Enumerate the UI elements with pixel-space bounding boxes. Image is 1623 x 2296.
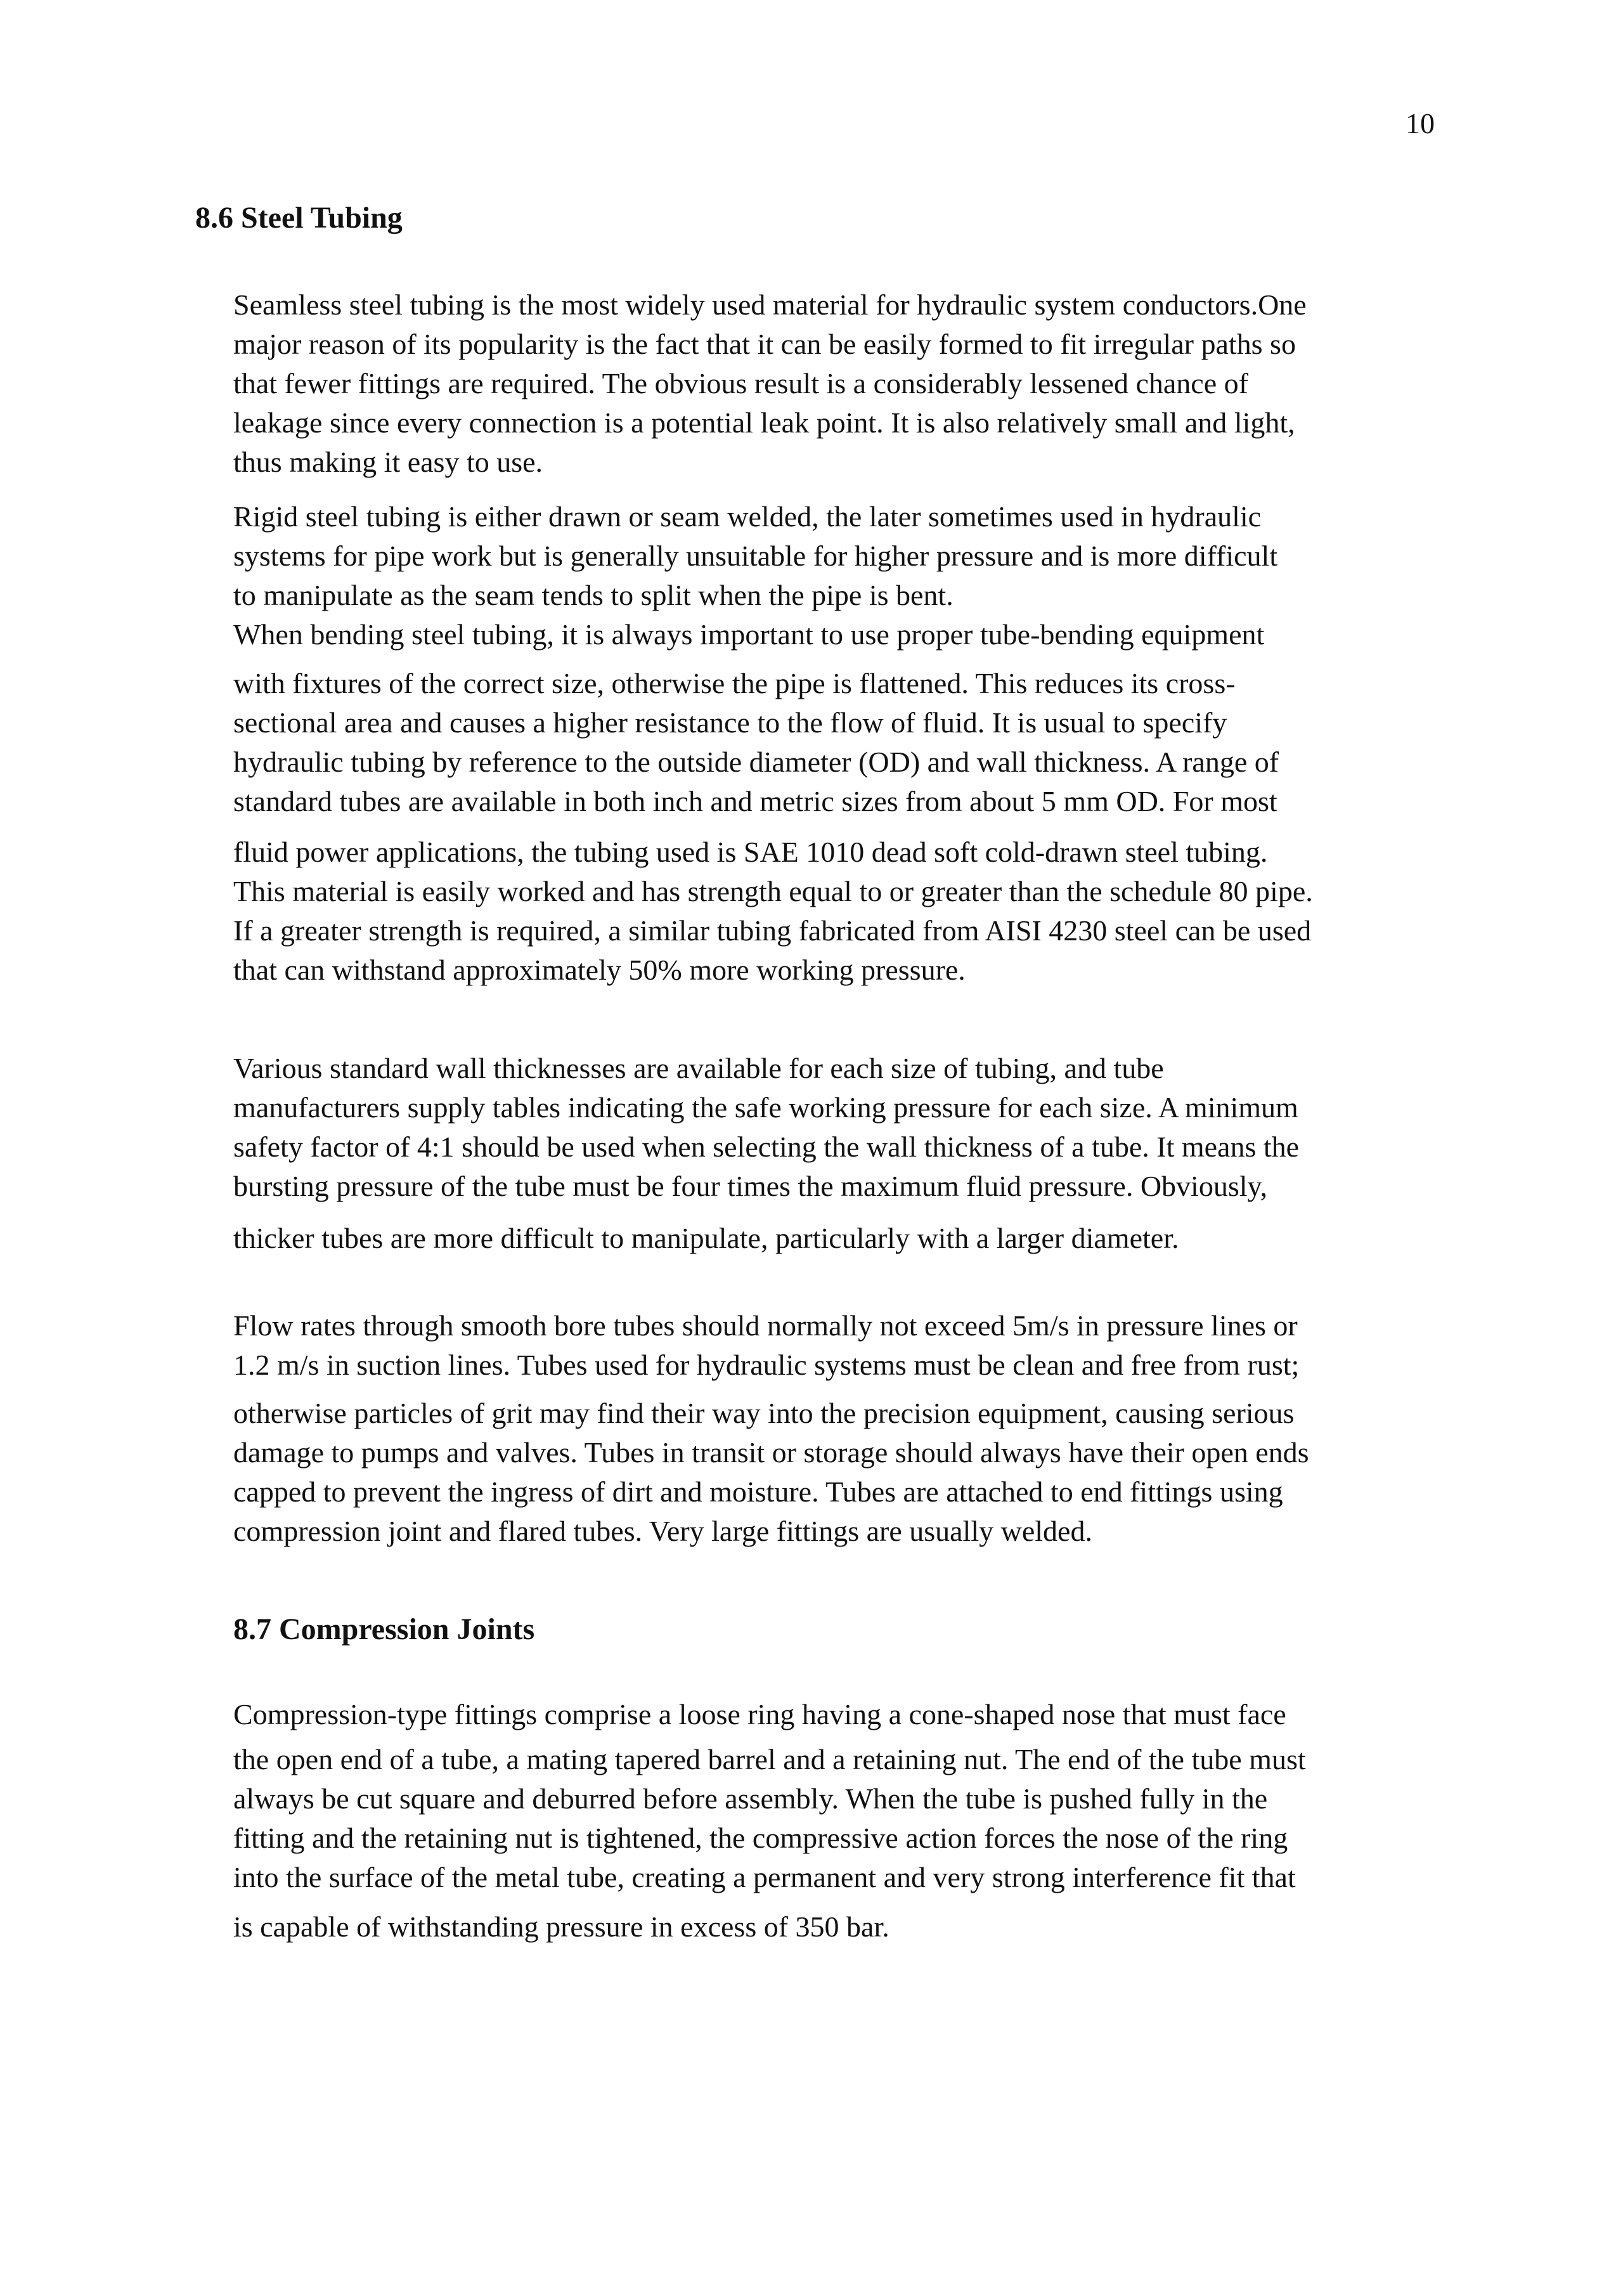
- text-line: Various standard wall thicknesses are available for each size of tubing, and tube: [233, 1052, 1164, 1084]
- text-line: fluid power applications, the tubing used is SAE 1010 dead soft cold-drawn steel tubing.: [233, 836, 1268, 868]
- text-line: safety factor of 4:1 should be used when selecting the wall thickness of a tube. It means the: [233, 1131, 1300, 1163]
- text-line: leakage since every connection is a potential leak point. It is also relatively small and light,: [233, 406, 1295, 439]
- text-line: manufacturers supply tables indicating the safe working pressure for each size. A minimum: [233, 1091, 1298, 1124]
- text-line: compression joint and flared tubes. Very large fittings are usually welded.: [233, 1515, 1092, 1547]
- text-line: Rigid steel tubing is either drawn or seam welded, the later sometimes used in hydraulic: [233, 500, 1262, 533]
- section-heading-steel-tubing: 8.6 Steel Tubing: [195, 201, 403, 235]
- text-line: damage to pumps and valves. Tubes in transit or storage should always have their open ends: [233, 1436, 1309, 1469]
- text-line: thicker tubes are more difficult to manipulate, particularly with a larger diameter.: [233, 1222, 1179, 1254]
- page-number: 10: [1406, 107, 1435, 139]
- text-line: standard tubes are available in both inch and metric sizes from about 5 mm OD. For most: [233, 785, 1277, 817]
- text-line: capped to prevent the ingress of dirt and moisture. Tubes are attached to end fittings using: [233, 1476, 1283, 1508]
- text-line: systems for pipe work but is generally unsuitable for higher pressure and is more difficult: [233, 540, 1278, 572]
- text-line: that can withstand approximately 50% more working pressure.: [233, 954, 966, 986]
- text-line: fitting and the retaining nut is tightened, the compressive action forces the nose of the ring: [233, 1822, 1288, 1854]
- text-line: Flow rates through smooth bore tubes should normally not exceed 5m/s in pressure lines or: [233, 1309, 1298, 1342]
- text-line: This material is easily worked and has strength equal to or greater than the schedule 80 pipe.: [233, 875, 1313, 907]
- text-line: Compression-type fittings comprise a loose ring having a cone-shaped nose that must face: [233, 1698, 1286, 1730]
- text-line: major reason of its popularity is the fact that it can be easily formed to fit irregular paths so: [233, 328, 1296, 360]
- text-line: that fewer fittings are required. The obvious result is a considerably lessened chance of: [233, 367, 1248, 399]
- text-line: always be cut square and deburred before assembly. When the tube is pushed fully in the: [233, 1782, 1268, 1815]
- text-line: 1.2 m/s in suction lines. Tubes used for hydraulic systems must be clean and free from rust;: [233, 1349, 1300, 1381]
- text-line: with fixtures of the correct size, otherwise the pipe is flattened. This reduces its cross-: [233, 667, 1236, 699]
- text-line: to manipulate as the seam tends to split when the pipe is bent.: [233, 579, 954, 611]
- text-line: into the surface of the metal tube, creating a permanent and very strong interference fit that: [233, 1861, 1296, 1893]
- text-line: hydraulic tubing by reference to the outside diameter (OD) and wall thickness. A range of: [233, 746, 1279, 778]
- text-line: sectional area and causes a higher resistance to the flow of fluid. It is usual to specify: [233, 706, 1227, 739]
- text-line: is capable of withstanding pressure in excess of 350 bar.: [233, 1910, 889, 1943]
- text-line: otherwise particles of grit may find their way into the precision equipment, causing serious: [233, 1397, 1295, 1429]
- text-line: thus making it easy to use.: [233, 446, 543, 478]
- section-heading-compression-joints: 8.7 Compression Joints: [233, 1612, 535, 1646]
- text-line: bursting pressure of the tube must be four times the maximum fluid pressure. Obviously,: [233, 1170, 1268, 1202]
- text-line: the open end of a tube, a mating tapered barrel and a retaining nut. The end of the tube must: [233, 1743, 1306, 1775]
- text-line: If a greater strength is required, a similar tubing fabricated from AISI 4230 steel can be used: [233, 914, 1312, 947]
- text-line: Seamless steel tubing is the most widely used material for hydraulic system conductors.One: [233, 289, 1307, 321]
- text-line: When bending steel tubing, it is always important to use proper tube-bending equipment: [233, 618, 1265, 651]
